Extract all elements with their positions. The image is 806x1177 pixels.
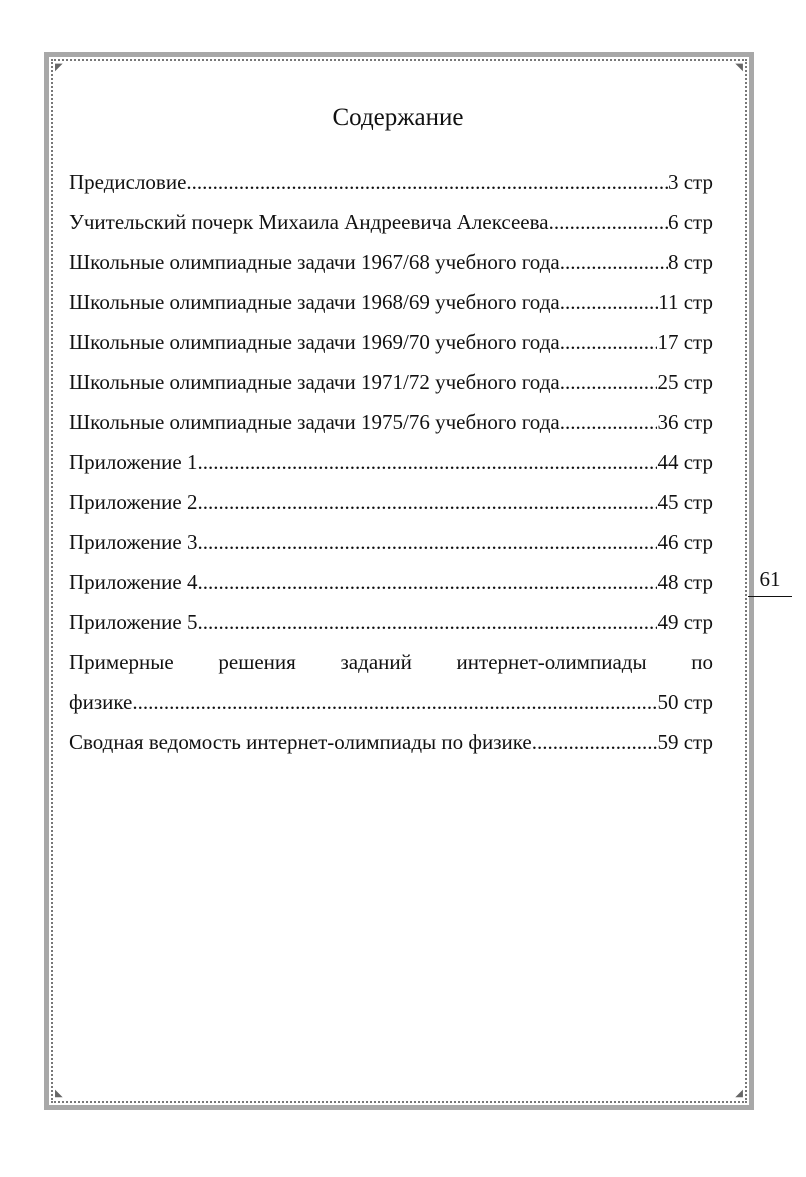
page-number: 61 [748,562,792,597]
toc-entry-title: Приложение 2 [69,490,198,514]
toc-leader-dots [197,562,657,602]
toc-leader-dots [197,442,657,482]
toc-entry-page: 17 стр [657,330,713,354]
table-of-contents [69,162,713,762]
toc-entry-page: 36 стр [657,410,713,434]
toc-entry-olympiad-1967 [69,242,713,282]
toc-entry-page: 45 стр [657,490,713,514]
toc-entry-page: 50 стр [657,690,713,714]
toc-entry-title: Учительский почерк Михаила Андреевича Алексеева [69,210,549,234]
toc-entry-page: 48 стр [657,570,713,594]
corner-ornament-icon: ◤ [55,62,63,73]
toc-entry-title: Школьные олимпиадные задачи 1975/76 учебного года [69,410,560,434]
toc-leader-dots [560,362,658,402]
toc-entry-preface [69,162,713,202]
toc-entry-page: 8 стр [667,250,713,274]
toc-entry-olympiad-1975 [69,402,713,442]
toc-entry-appendix-4 [69,562,713,602]
toc-entry-page: 46 стр [657,530,713,554]
toc-leader-dots [197,482,657,522]
toc-entry-title: Школьные олимпиадные задачи 1967/68 учебного года [69,250,560,274]
toc-entry-title: Приложение 3 [69,530,198,554]
toc-entry-title: Школьные олимпиадные задачи 1969/70 учебного года [69,330,560,354]
corner-ornament-icon: ◥ [735,62,743,73]
toc-entry-page: 11 стр [658,290,713,314]
toc-entry-page: 59 стр [657,730,713,754]
toc-entry-appendix-1 [69,442,713,482]
toc-leader-dots [560,242,668,282]
toc-entry-page: 49 стр [657,610,713,634]
toc-entry-title: Сводная ведомость интернет-олимпиады по физике [69,730,532,754]
toc-leader-dots [560,402,658,442]
toc-entry-title: Приложение 5 [69,610,198,634]
toc-entry-olympiad-1968 [69,282,713,322]
toc-entry-olympiad-1971 [69,362,713,402]
toc-leader-dots [549,202,668,242]
toc-leader-dots [560,322,658,362]
toc-entry-page: 3 стр [667,170,713,194]
toc-entry-summary-sheet [69,722,713,762]
toc-leader-dots [197,522,657,562]
toc-entry-continuation [69,682,713,722]
corner-ornament-icon: ◢ [735,1088,743,1099]
toc-entry-olympiad-1969 [69,322,713,362]
toc-entry-title: Приложение 1 [69,450,198,474]
corner-ornament-icon: ◣ [55,1088,63,1099]
toc-entry-appendix-3 [69,522,713,562]
toc-entry-page: 6 стр [667,210,713,234]
toc-entry-appendix-5 [69,602,713,642]
toc-leader-dots [532,722,658,762]
toc-leader-dots [186,162,668,202]
toc-entry-page: 25 стр [657,370,713,394]
toc-leader-dots [132,682,657,722]
toc-entry-appendix-2 [69,482,713,522]
page-title: Содержание [332,104,464,131]
toc-leader-dots [197,602,657,642]
toc-entry-title: Школьные олимпиадные задачи 1968/69 учебного года [69,290,560,314]
toc-entry-title-continued: физике [69,690,133,714]
toc-entry-title: Школьные олимпиадные задачи 1971/72 учебного года [69,370,560,394]
toc-entry-title: Предисловие [69,170,187,194]
toc-leader-dots [560,282,659,322]
toc-entry-page: 44 стр [657,450,713,474]
toc-entry-handwriting [69,202,713,242]
toc-entry-sample-solutions [69,642,713,722]
toc-entry-title: Примерные решения заданий интернет-олимпиады по [69,650,713,674]
toc-entry-title: Приложение 4 [69,570,198,594]
